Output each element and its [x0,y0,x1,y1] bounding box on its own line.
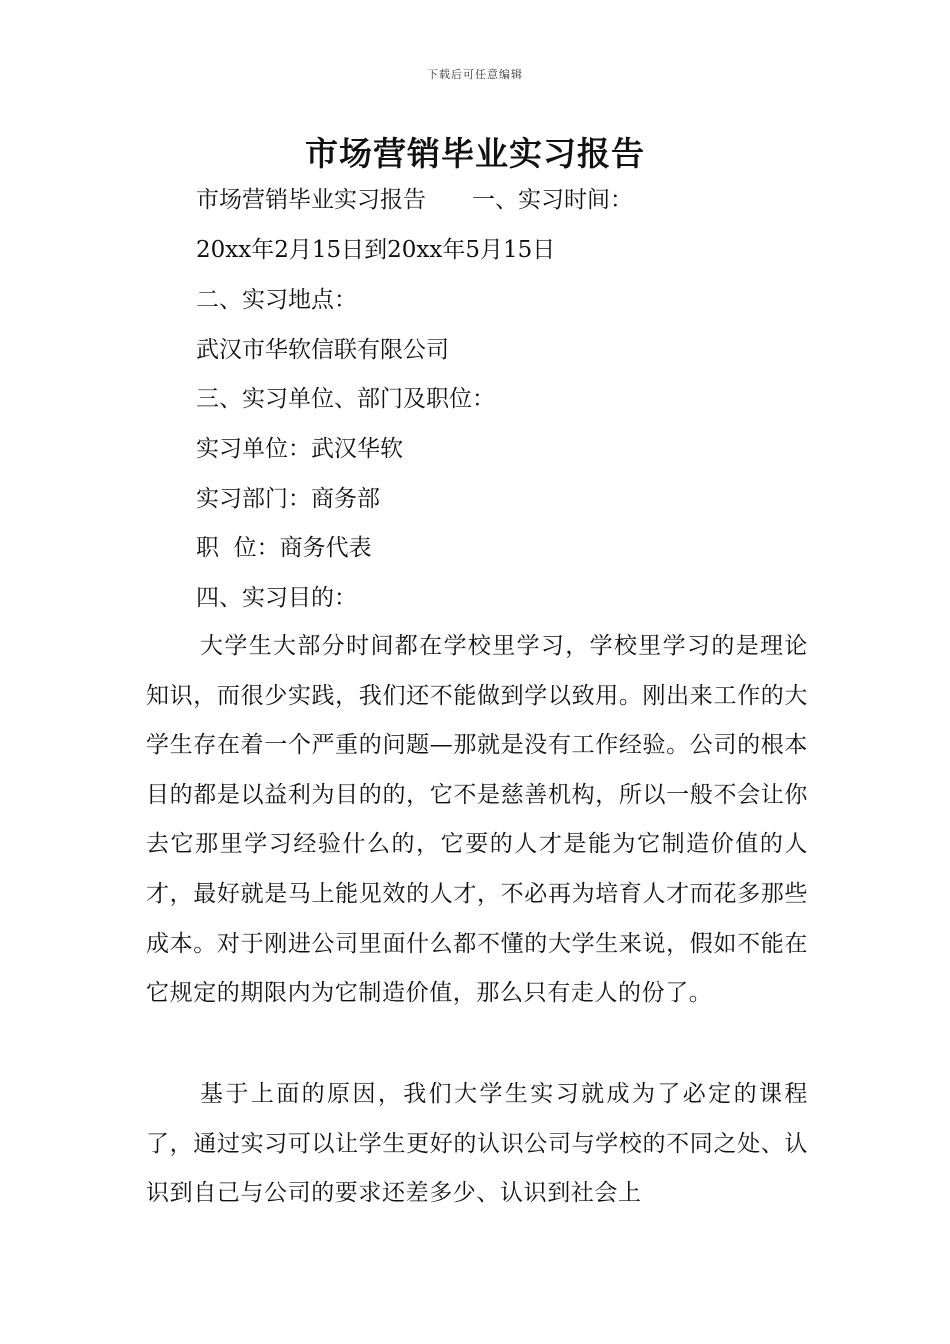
page-header-note: 下载后可任意编辑 [427,68,523,81]
line-unit-heading: 三、实习单位、部门及职位： [196,386,495,412]
line-location-heading: 二、实习地点： [196,287,357,313]
line-department: 实习部门：商务部 [196,486,380,512]
paragraph-reason: 基于上面的原因，我们大学生实习就成为了必定的课程了，通过实习可以让学生更好的认识公司与学校的不同之处、认识到自己与公司的要求还差多少、认识到社会上 [146,1081,808,1207]
line-internship-dates: 20xx年2月15日到20xx年5月15日 [196,237,556,263]
line-report-title-and-time-heading: 市场营销毕业实习报告 一、实习时间： [196,187,633,213]
line-purpose-heading: 四、实习目的： [196,585,357,611]
line-unit: 实习单位：武汉华软 [196,436,403,462]
document-title: 市场营销毕业实习报告 [305,134,645,173]
paragraph-purpose: 大学生大部分时间都在学校里学习，学校里学习的是理论知识，而很少实践，我们还不能做到学以致用。刚出来工作的大学生存在着一个严重的问题—那就是没有工作经验。公司的根本目的都是以益利为目的的，它不是慈善机构，所以一般不会让你去它那里学习经验什么的，它要的人才是能为它制造价值的人才，最好就是马上能见效的人才，不必再为培育人才而花多那些成本。对于刚进公司里面什么都不懂的大学生来说，假如不能在它规定的期限内为它制造价值，那么只有走人的份了。 [146,633,808,1007]
line-company-name: 武汉市华软信联有限公司 [196,337,449,363]
line-position: 职 位：商务代表 [196,535,372,561]
